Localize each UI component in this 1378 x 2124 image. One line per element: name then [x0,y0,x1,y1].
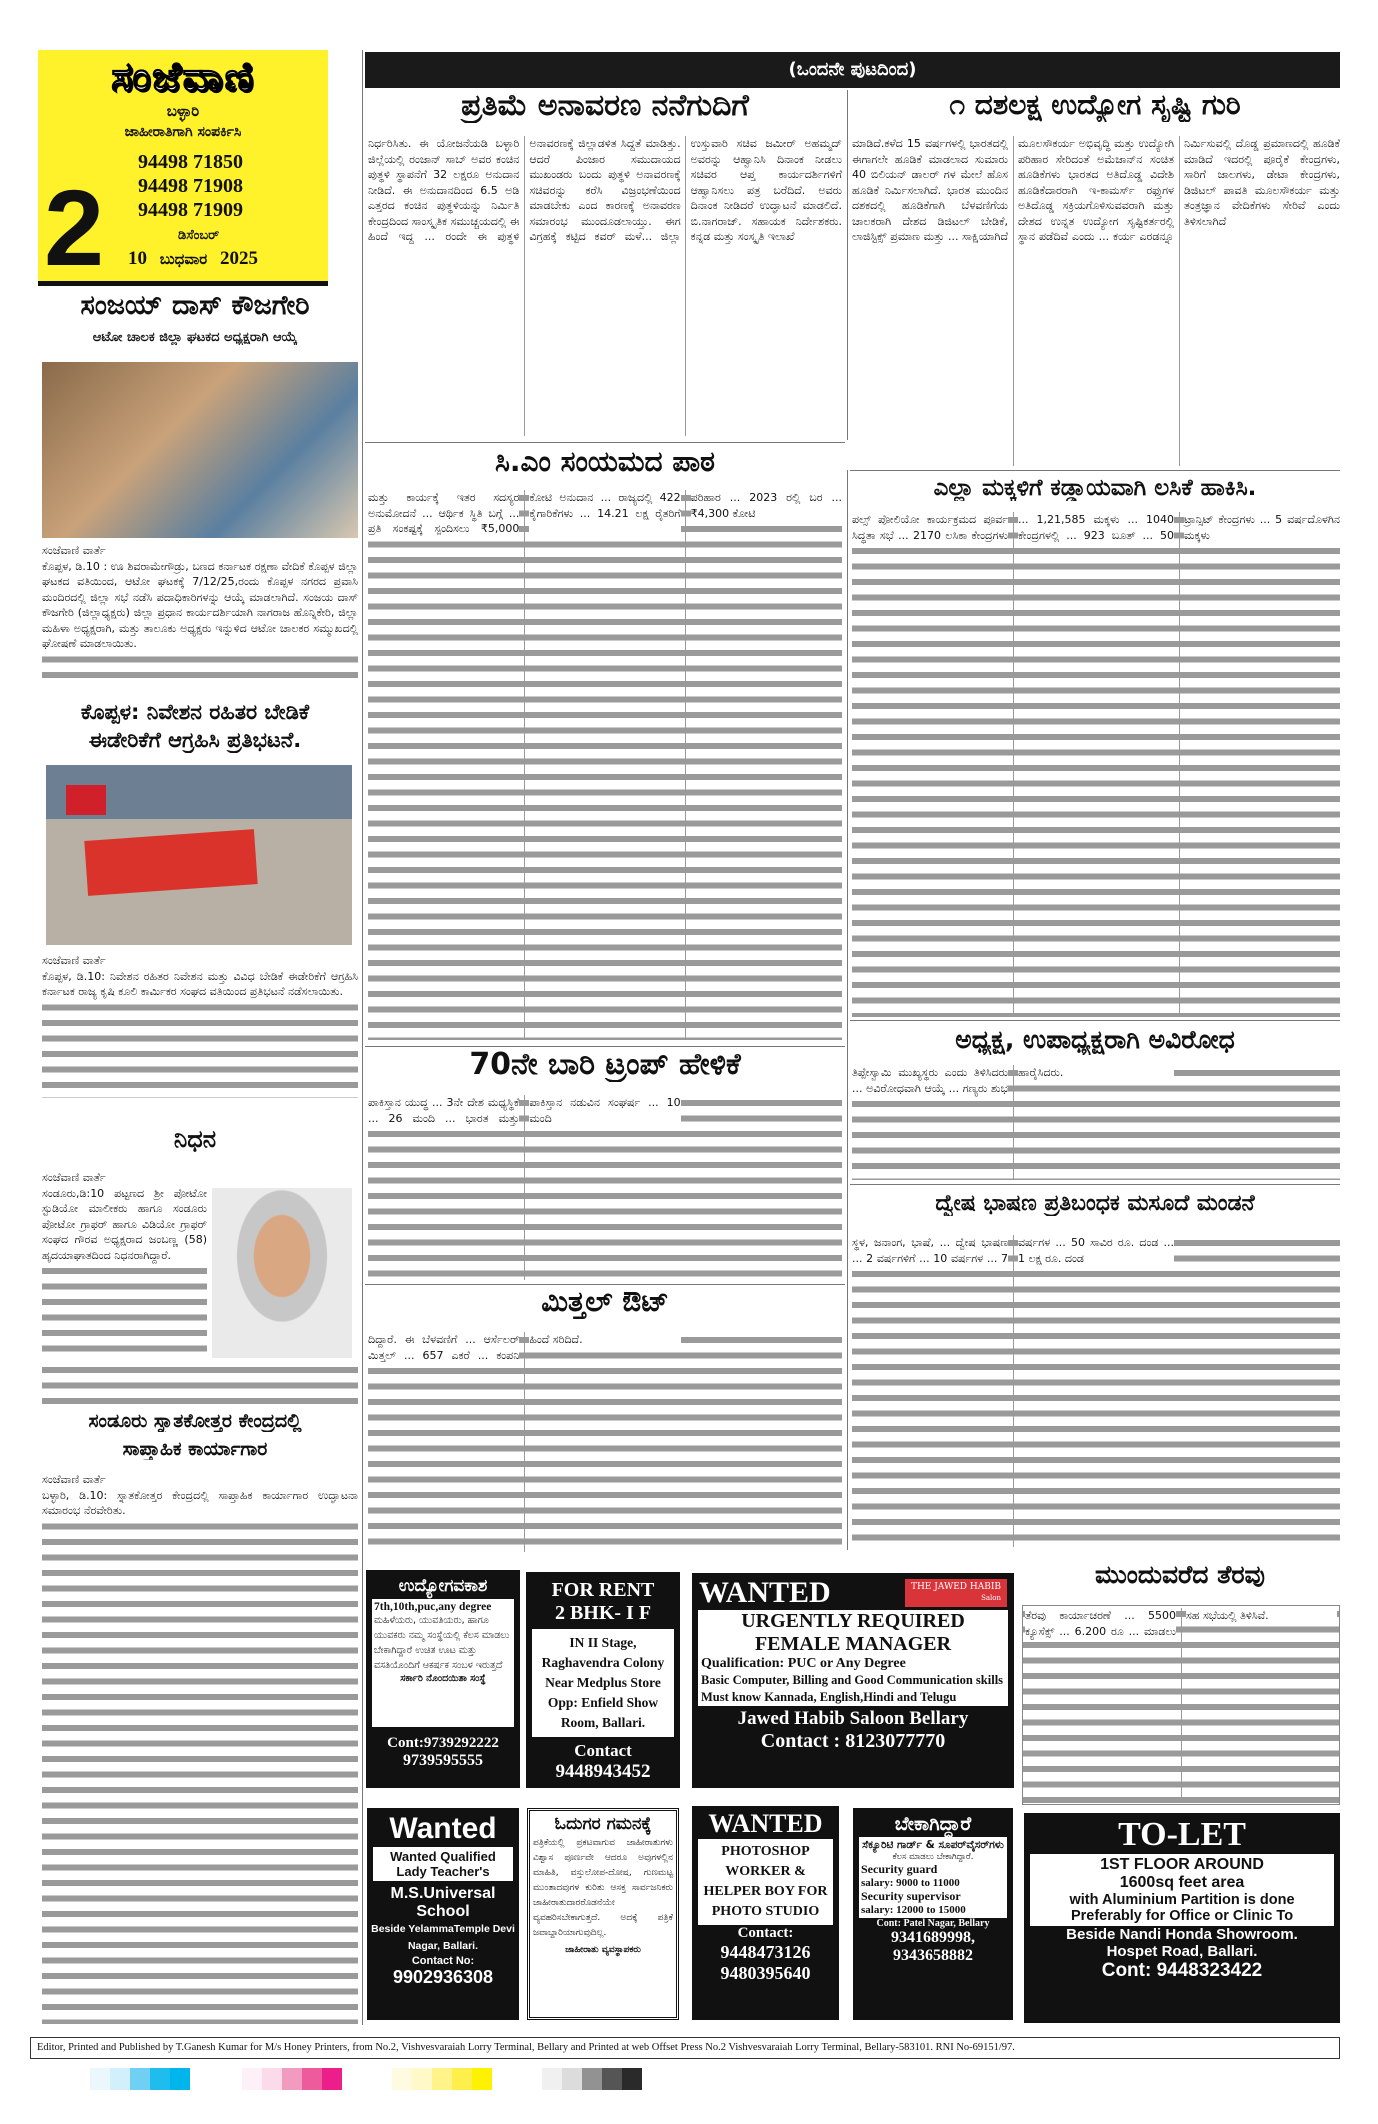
article-udyoga: ಮಾಡಿದೆ.ಕಳೆದ 15 ವರ್ಷಗಳಲ್ಲಿ ಭಾರತದಲ್ಲಿ ಈಗಾಗಲೇ ಹೂಡಿಕೆ ಮಾಡಲಾದ ಸುಮಾರು 40 ಬಿಲಿಯನ್ ಡಾಲರ್ ಗಳ ಮೇಲೆ ಹೊಸ ಹೂಡಿಕೆ ನಿರ್ಮಿಸಲಾಗಿದೆ. ಭಾರತ ಮುಂದಿನ ದಶಕದಲ್ಲಿ ಹೂಡಿಕೆಗಾಗಿ ಬೆಳವಣಿಗೆಯ ಚಾಲಕರಾಗಿ ದೇಶದ ಡಿಜಿಟಲ್ ಬೇಡಿಕೆ, ಲಾಜಿಸ್ಟಿಕ್ಸ್ ಪ್ರಮಾಣ ಮತ್ತು ... ಸಾಕ್ಷಿಯಾಗಿದೆ ಮೂಲಸೌಕರ್ಯ ಅಭಿವೃದ್ಧಿ ಮತ್ತು ಉದ್ಯೋಗಿ ಪರಿಹಾರ ಸೇರಿದಂತೆ ಅಮೆಜಾನ್‌ನ ಸಂಚಿತ ಹೂಡಿಕೆಗಳು ಭಾರತದ ಅತಿದೊಡ್ಡ ವಿದೇಶಿ ಹೂಡಿಕೆದಾರರಾಗಿ ಇ-ಕಾಮರ್ಸ್ ರಫ್ತುಗಳ ಅತಿದೊಡ್ಡ ಸಕ್ರಿಯಗೊಳಿಸುವವರಾಗಿ ಮತ್ತು ದೇಶದ ಉನ್ನತ ಉದ್ಯೋಗ ಸೃಷ್ಟಿಕರ್ತರಲ್ಲಿ ಸ್ಥಾನ ಪಡೆದಿವೆ ಎಂದು ... ಕರ್ಯ ಎರಡನ್ನೂ ನಿರ್ಮಿಸುವಲ್ಲಿ ದೊಡ್ಡ ಪ್ರಮಾಣದಲ್ಲಿ ಹೂಡಿಕೆ ಮಾಡಿದೆ ಇದರಲ್ಲಿ ಪೂರೈಕೆ ಕೇಂದ್ರಗಳು, ಸಾರಿಗೆ ಜಾಲಗಳು, ಡೇಟಾ ಕೇಂದ್ರಗಳು, ಡಿಜಿಟಲ್ ಪಾವತಿ ಮೂಲಸೌಕರ್ಯ ಮತ್ತು ತಂತ್ರಜ್ಞಾನ ವೇದಿಕೆಗಳು ಸೇರಿವೆ ಎಂದು ತಿಳಿಸಲಾಗಿದೆ [852,137,1340,243]
ad-photo-studio: WANTED PHOTOSHOP WORKER & HELPER BOY FOR PHOTO STUDIO Contact: 9448473126 9480395640 [692,1806,839,2020]
city: ಬಳ್ಳಾರಿ [166,102,200,120]
article-sanjay: ಸಂಜೆವಾಣಿ ವಾರ್ತೆ ಕೊಪ್ಪಳ, ಡಿ.10 : ಊ ಶಿವರಾಮೇಗೌಡ್ರು, ಬಣದ ಕರ್ನಾಟಕ ರಕ್ಷಣಾ ವೇದಿಕೆ ಕೊಪ್ಪಳ ಜಿಲ್ಲಾ ಘಟಕದ ವತಿಯಿಂದ, ಆಟೋ ಘಟಕಕ್ಕೆ 7/12/25,ರಂದು ಕೊಪ್ಪಳ ನಗರದ ಪ್ರವಾಸಿ ಮಂದಿರದಲ್ಲಿ ಜಿಲ್ಲಾ ಸಭೆ ನಡೆಸಿ ಪದಾಧಿಕಾರಿಗಳನ್ನು ಆಯ್ಕೆ ಮಾಡಲಾಗಿದೆ. ಸಂಜಯ ದಾಸ್ ಕೌಜಗೇರಿ (ಜಿಲ್ಲಾಧ್ಯಕ್ಷರು) ಜಿಲ್ಲಾ ಪ್ರಧಾನ ಕಾರ್ಯದರ್ಶಿಯಾಗಿ ನಾಗರಾಜ ಹೊನ್ನಿಕೇರಿ, ಜಿಲ್ಲಾ ಮಹಿಳಾ ಅಧ್ಯಕ್ಷರಾಗಿ, ಮತ್ತು ತಾಲೂಕು ಅಧ್ಯಕ್ಷರು ಇನ್ನುಳಿದ ಆಟೋ ಚಾಲಕರ ಸಮ್ಮುಖದಲ್ಲಿ ಘೋಷಣೆ ಮಾಡಲಾಯಿತು. [42,543,358,683]
contact-phone: Cont: 9448323422 [1101,1960,1263,1981]
contact-phone: 9902936308 [392,1967,494,1987]
headline-udyoga: ೧ ದಶಲಕ್ಷ ಉದ್ಯೋಗ ಸೃಷ್ಟಿ ಗುರಿ [949,88,1241,121]
article-dwesha: ಸ್ಥಳ, ಜನಾಂಗ, ಭಾಷೆ, ... ದ್ವೇಷ ಭಾಷಣ ... 2 ವರ್ಷಗಳಿಗೆ ... 10 ವರ್ಷಗಳ ... 7 ವರ್ಷಗಳ ... 50 ಸಾವಿರ ರೂ. ದಂಡ ... 1 ಲಕ್ಷ ರೂ. ದಂಡ [852,1235,1340,1547]
ad-lady-teacher: Wanted Wanted Qualified Lady Teacher's M.S.Universal School Beside YelammaTemple Devi Nagar, Ballari. Contact No: 9902936308 [367,1808,519,2020]
ad-to-let: TO-LET 1ST FLOOR AROUND 1600sq feet area with Aluminium Partition is done Preferably for Office or Clinic To Beside Nandi Honda Showroom. Hospet Road, Ballari. Cont: 9448323422 [1024,1813,1340,2023]
page-number: 2 [44,167,105,288]
ad-contact-label: ಜಾಹೀರಾತಿಗಾಗಿ ಸಂಪರ್ಕಿಸಿ [124,124,242,140]
headline-mittal: ಮಿತ್ತಲ್ ಔಟ್ [365,1284,845,1319]
article-nidhana: ಸಂಜೆವಾಣಿ ವಾರ್ತೆ ಸಂಡೂರು,ಡಿ:10 ಪಟ್ಟಣದ ಶ್ರೀ ಪೋಟೋ ಸ್ಟುಡಿಯೋ ಮಾಲೀಕರು ಹಾಗೂ ಸಂಡೂರು ಪೋಟೋ ಗ್ರಾಫರ್ ಹಾಗೂ ವಿಡಿಯೋ ಗ್ರಾಫರ್ ಸಂಘದ ಗೌರವ ಅಧ್ಯಕ್ಷರಾದ ಜಂಬಣ್ಣ (58) ಹೃದಯಾಘಾತದಿಂದ ನಿಧನರಾಗಿದ್ದಾರೆ. [42,1170,207,1360]
ad-security-guard: ಬೇಕಾಗಿದ್ದಾರೆ ಸೆಕ್ಯೂರಿಟಿ ಗಾರ್ಡ್ & ಸೂಪರ್‌ವೈಸರ್‌ಗಳು ಕೆಲಸ ಮಾಡಲು ಬೇಕಾಗಿದ್ದಾರೆ. Security guard salary: 9000 to 11000 Security supervisor salary: 12000 to 15000 Cont: Patel Nagar, Bellary 9341689998, 9343658882 [853,1808,1013,2020]
contact-phone: 9448943452 [555,1761,651,1782]
imprint-footer: Editor, Printed and Published by T.Ganesh Kumar for M/s Honey Printers, from No.2, Vishvesvaraiah Lorry Terminal, Bellary and Printed at web Offset Press No.2 Vishvesvaraiah Lorry Terminal, Bellary-583101. RNI No-69151/97. [30,2037,1340,2059]
notice-readers: ಓದುಗರ ಗಮನಕ್ಕೆ ಪತ್ರಿಕೆಯಲ್ಲಿ ಪ್ರಕಟವಾಗುವ ಜಾಹೀರಾತುಗಳು ವಿಶ್ವಾಸ ಪೂರ್ಣವೇ ಆದರೂ ಅವುಗಳಲ್ಲಿನ ಮಾಹಿತಿ, ವಸ್ತುಲೋಪ-ದೋಷ, ಗುಣಮಟ್ಟ ಮುಂತಾದವುಗಳ ಕುರಿತು ಆಸಕ್ತ ಸಾರ್ವಜನಿಕರು ಜಾಹೀರಾತುದಾರರೊಡನೆಯೇ ವ್ಯವಹರಿಸಬೇಕಾಗುತ್ತದೆ. ಅದಕ್ಕೆ ಪತ್ರಿಕೆ ಜವಾಬ್ದಾರಿಯಾಗುವುದಿಲ್ಲ. ಜಾಹೀರಾತು ವ್ಯವಸ್ಥಾಪಕರು [527,1808,679,2020]
contact-1: Cont:9739292222 [387,1735,499,1751]
article-sanduru: ಸಂಜೆವಾಣಿ ವಾರ್ತೆ ಬಳ್ಳಾರಿ, ಡಿ.10: ಸ್ನಾತಕೋತ್ತರ ಕೇಂದ್ರದಲ್ಲಿ ಸಾಪ್ತಾಹಿಕ ಕಾರ್ಯಾಗಾರ ಉದ್ಘಾಟನಾ ಸಮಾರಂಭ ನೆರವೇರಿತು. [42,1472,358,2024]
article-cm: ಮತ್ತು ಕಾರ್ಯಕ್ಕೆ ಇತರ ಸದಸ್ಯರ ಅನುಮೋದನೆ ... ಆರ್ಥಿಕ ಸ್ಥಿತಿ ಬಗ್ಗೆ ... ಪ್ರತಿ ಸಂಕಷ್ಟಕ್ಕೆ ಸ್ಪಂದಿಸಲು ₹5,000 ಕೋಟಿ ಅನುದಾನ ... ರಾಜ್ಯದಲ್ಲಿ 422 ಕೈಗಾರಿಕೆಗಳು ... 14.21 ಲಕ್ಷ ರೈತರಿಗೆ ಪರಿಹಾರ ... 2023 ರಲ್ಲಿ ಬರ ... ₹4,300 ಕೋಟಿ [368,490,842,1040]
article-nidhana-cont [42,1362,358,1404]
contact-phone: Contact : 8123077770 [760,1730,946,1752]
headline-koppal-1: ಕೊಪ್ಪಳ: ನಿವೇಶನ ರಹಿತರ ಬೇಡಿಕೆ [80,700,310,724]
year: 2025 [219,248,258,269]
headline-sanduru-2: ಸಾಪ್ತಾಹಿಕ ಕಾರ್ಯಾಗಾರ [122,1438,268,1460]
article-koppal: ಸಂಜೆವಾಣಿ ವಾರ್ತೆ ಕೊಪ್ಪಳ, ಡಿ.10: ನಿವೇಶನ ರಹಿತರ ನಿವೇಶನ ಮತ್ತು ವಿವಿಧ ಬೇಡಿಕೆ ಈಡೇರಿಕೆಗೆ ಆಗ್ರಹಿಸಿ ಕರ್ನಾಟಕ ರಾಜ್ಯ ಕೃಷಿ ಕೂಲಿ ಕಾರ್ಮಿಕರ ಸಂಘದ ವತಿಯಿಂದ ಪ್ರತಿಭಟನೆ ನಡೆಸಲಾಯಿತು. [42,953,358,1098]
headline-lasike: ಎಲ್ಲಾ ಮಕ್ಕಳಿಗೆ ಕಡ್ಡಾಯವಾಗಿ ಲಸಿಕೆ ಹಾಕಿಸಿ. [850,470,1340,501]
article-teravu: ತೆರವು ಕಾರ್ಯಾಚರಣೆ ... 5500 ಕ್ಯೂಸೆಕ್ಸ್ ... 6.200 ರೂ ... ಮಾಡಲು ಸಹ ಸಭೆಯಲ್ಲಿ ತಿಳಿಸಿವೆ. [1022,1605,1340,1805]
continued-banner: (ಒಂದನೇ ಪುಟದಿಂದ) [365,52,1340,88]
headline-teravu: ಮುಂದುವರೆದ ತೆರವು [1095,1560,1265,1589]
headline-nidhana: ನಿಧನ [173,1125,217,1153]
ad-for-rent: FOR RENT 2 BHK- I F IN II Stage, Raghavendra Colony Near Medplus Store Opp: Enfield Show Room, Ballari. Contact 9448943452 [526,1572,680,1788]
jawed-habib-logo: THE JAWED HABIB Salon [905,1579,1007,1607]
article-adhyaksha: ತಿಪ್ಪೇಸ್ವಾಮಿ ಮುಖ್ಯಸ್ಥರು ಎಂದು ತಿಳಿಸಿದರು ... ಅವಿರೋಧವಾಗಿ ಆಯ್ಕೆ ... ಗಣ್ಯರು ಶುಭ ಹಾರೈಸಿದರು. [852,1065,1340,1180]
headline-trump: 70ನೇ ಬಾರಿ ಟ್ರಂಪ್ ಹೇಳಿಕೆ [365,1046,845,1082]
headline-sanjay: ಸಂಜಯ್ ದಾಸ್ ಕೌಜಗೇರಿ [80,290,310,321]
subhead-sanjay: ಆಟೋ ಚಾಲಕ ಜಿಲ್ಲಾ ಘಟಕದ ಅಧ್ಯಕ್ಷರಾಗಿ ಆಯ್ಕೆ [92,330,298,345]
phone-2: 94498 71908 [138,175,243,197]
headline-koppal-2: ಈಡೇರಿಕೆಗೆ ಆಗ್ರಹಿಸಿ ಪ್ರತಿಭಟನೆ. [88,728,302,752]
headline-sanduru-1: ಸಂಡೂರು ಸ್ನಾತಕೋತ್ತರ ಕೇಂದ್ರದಲ್ಲಿ [88,1410,302,1432]
photo-sanjay-felicitation [42,362,358,538]
masthead [38,50,328,286]
ad-jawed-habib: WANTED THE JAWED HABIB Salon URGENTLY REQUIRED FEMALE MANAGER Qualification: PUC or Any Degree Basic Computer, Billing and Good Communication skills Must know Kannada, English,Hindi and Telugu Jawed Habib Saloon Bellary Contact : 8123077770 [692,1573,1014,1788]
weekday: ಬುಧವಾರ [159,252,208,268]
article-mittal: ದಿದ್ದಾರೆ. ಈ ಬೆಳವಣಿಗೆ ... ಆರ್ಸೆಲರ್ ಮಿತ್ತಲ್ ... 657 ಎಕರೆ ... ಕಂಪನಿ ಹಿಂದೆ ಸರಿದಿದೆ. [368,1332,842,1552]
article-lasike: ಪಲ್ಸ್ ಪೋಲಿಯೋ ಕಾರ್ಯಕ್ರಮದ ಪೂರ್ವ ಸಿದ್ಧತಾ ಸಭೆ ... 2170 ಲಸಿಕಾ ಕೇಂದ್ರಗಳು ... 1,21,585 ಮಕ್ಕಳು ... 1040 ಕೇಂದ್ರಗಳಲ್ಲಿ ... 923 ಬೂತ್ ... 50 ಟ್ರಾನ್ಸಿಟ್ ಕೇಂದ್ರಗಳು ... 5 ವರ್ಷದೊಳಗಿನ ಮಕ್ಕಳು [852,512,1340,1017]
month: ಡಿಸೆಂಬರ್ [178,228,220,243]
headline-cm: ಸಿ.ಎಂ ಸಂಯಮದ ಪಾಠ [365,442,845,479]
contact-2: 9739595555 [403,1752,483,1769]
article-pratime: ನಿರ್ಧರಿಸಿತು. ಈ ಯೋಜನೆಯಡಿ ಬಳ್ಳಾರಿ ಜಿಲ್ಲೆಯಲ್ಲಿ ರಂಜಾನ್ ಸಾಬ್ ಅವರ ಕಂಚಿನ ಪುತ್ಥಳಿ ಸ್ಥಾಪನೆಗೆ 32 ಲಕ್ಷರೂ ಅನುದಾನ ನೀಡಿದೆ. ಈ ಅನುದಾನದಿಂದ 6.5 ಅಡಿ ಎತ್ತರದ ಕಂಚಿನ ಪುತ್ಥಳಿಯನ್ನು ನಿರ್ಮಿತಿ ಕೇಂದ್ರದಿಂದ ಸಾಂಸ್ಕೃತಿಕ ಸಮುಚ್ಚಯದಲ್ಲಿ ಈ ಹಿಂದೆ ಇದ್ದ ... ರಂದೇ ಈ ಪುತ್ಥಳಿ ಅನಾವರಣಕ್ಕೆ ಜಿಲ್ಲಾಡಳಿತ ಸಿದ್ದತೆ ಮಾಡಿತ್ತು. ಆದರೆ ಪಿಂಜಾರ ಸಮುದಾಯದ ಮುಖಂಡರು ಬಂದು ಪುತ್ಥಳಿ ಅನಾವರಣಕ್ಕೆ ಸಚಿವರನ್ನು ಕರೆಸಿ ವಿಜ್ರಂಭಣೆಯಿಂದ ಮಾಡಬೇಕು ಎಂದ ಕಾರಣಕ್ಕೆ ಅನಾವರಣ ಸಮಾರಂಭ ಮುಂದೂಡಲಾಯ್ತು. ಈಗ ವಿಗ್ರಹಕ್ಕೆ ಕಟ್ಟಿದ ಕವರ್ ಮಳೆ... ಜಿಲ್ಲಾ ಉಸ್ತುವಾರಿ ಸಚಿವ ಜಮೀರ್ ಅಹಮ್ಮದ್ ಅವರನ್ನು ಆಹ್ವಾನಿಸಿ ದಿನಾಂಕ ನೀಡಲು ಸಚಿವರ ಆಪ್ತ ಕಾರ್ಯದರ್ಶಿಗಳಿಗೆ ಆಹ್ವಾನಿಸಲು ಪತ್ರ ಬರೆದಿದೆ. ಅವರು ದಿನಾಂಕ ನೀಡಿದರೆ ಉದ್ಘಾಟನೆ ಮಾಡಲಿದೆ. ಬಿ.ನಾಗರಾಜ್. ಸಹಾಯಕ ನಿರ್ದೇಶಕರು. ಕನ್ನಡ ಮತ್ತು ಸಂಸ್ಕೃತಿ ಇಲಾಖೆ [368,137,842,243]
photo-koppal-protest [46,765,352,945]
article-trump: ಪಾಕಿಸ್ತಾನ ಯುದ್ಧ ... 3ನೇ ದೇಶ ಮಧ್ಯಸ್ಥಿಕೆ ... 26 ಮಂದಿ ... ಭಾರತ ಮತ್ತು ಪಾಕಿಸ್ತಾನ ನಡುವಿನ ಸಂಘರ್ಷ ... 10 ಮಂದಿ [368,1095,842,1280]
headline-dwesha: ದ್ವೇಷ ಭಾಷಣ ಪ್ರತಿಬಂಧಕ ಮಸೂದೆ ಮಂಡನೆ [850,1184,1340,1216]
phone-1: 94498 71850 [138,151,243,173]
headline-adhyaksha: ಅಧ್ಯಕ್ಷ, ಉಪಾಧ್ಯಕ್ಷರಾಗಿ ಅವಿರೋಧ [850,1020,1340,1055]
ad-udyogavakasha: ಉದ್ಯೋಗವಕಾಶ 7th,10th,puc,any degree ಮಹಿಳೆಯರು, ಯುವತಿಯರು, ಹಾಗೂ ಯುವಕರು ನಮ್ಮ ಸಂಸ್ಥೆಯಲ್ಲಿ ಕೆಲಸ ಮಾಡಲು ಬೇಕಾಗಿದ್ದಾರೆ ಉಚಿತ ಊಟ ಮತ್ತು ವಸತಿಯೊಂದಿಗೆ ಆಕರ್ಷಕ ಸಂಬಳ ಇರುತ್ತದೆ ಸರ್ಕಾರಿ ನೊಂದಯಿತಾ ಸಂಸ್ಥೆ Cont:9739292222 9739595555 [366,1570,520,1788]
day: 10 [128,248,147,269]
headline-pratime: ಪ್ರತಿಮೆ ಅನಾವರಣ ನನೆಗುದಿಗೆ [461,88,749,123]
phone-3: 94498 71909 [138,199,243,221]
newspaper-logo: ಸಂಜೆವಾಣಿ [111,54,255,100]
photo-obituary-portrait [212,1188,352,1358]
